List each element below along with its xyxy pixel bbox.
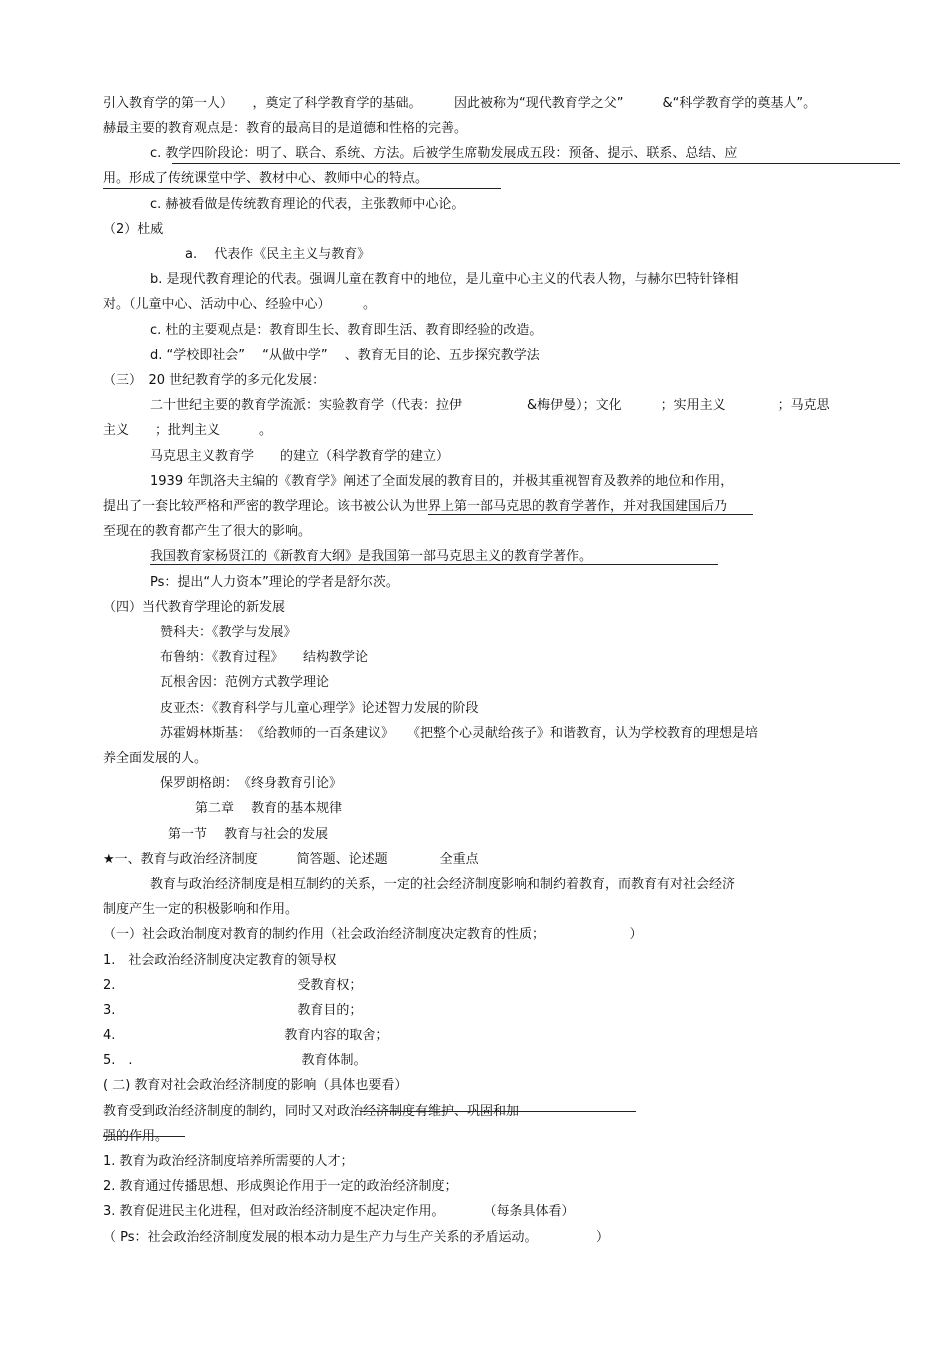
text-line: 瓦根舍因：范例方式教学理论 [160,675,330,690]
underline-rule [103,188,501,189]
text-line: 提出了一套比较严格和严密的教学理论。该书被公认为世界上第一部马克思的教育学著作，并对我国建国后乃 [103,499,728,514]
list-item: 5. . 教育体制。 [103,1053,367,1068]
text-line: 教育与政治经济制度是相互制约的关系，一定的社会经济制度影响和制约着教育，而教育有对社会经济 [150,877,736,892]
strike-rule [360,1111,636,1112]
text-line: c. 教学四阶段论：明了、联合、系统、方法。后被学生席勒发展成五段：预备、提示、联系、总结、应 [150,146,738,161]
text-line: Ps：提出“人力资本”理论的学者是舒尔茨。 [150,575,399,590]
text-line: 马克思主义教育学 的建立（科学教育学的建立） [150,449,450,464]
text-line: 主义 ；批判主义 。 [103,423,273,438]
text-line: 二十世纪主要的教育学流派：实验教育学（代表：拉伊 &梅伊曼）；文化 ；实用主义 ；马克思 [150,398,830,413]
underline-rule [172,163,900,164]
list-item: 2. 教育通过传播思想、形成舆论作用于一定的政治经济制度； [103,1179,458,1194]
text-line: 1939 年凯洛夫主编的《教育学》阐述了全面发展的教育目的，并极其重视智育及教养的地位和作用， [150,474,734,489]
section-heading: ( 二) 教育对社会政治经济制度的影响（具体也要看） [103,1078,408,1093]
text-line: 引入教育学的第一人） ，奠定了科学教育学的基础。 因此被称为“现代教育学之父” &“科学教育学的奠基人”。 [103,96,817,111]
text-line: 苏霍姆林斯基： 《给教师的一百条建议》 《把整个心灵献给孩子》和谐教育，认为学校教育的理想是培 [160,726,759,741]
list-item: 3. 教育促进民主化进程，但对政治经济制度不起决定作用。 （每条具体看） [103,1204,575,1219]
text-line: 至现在的教育都产生了很大的影响。 [103,524,312,539]
section-title: 第一节 教育与社会的发展 [168,827,329,842]
text-line: 布鲁纳：《教育过程》 结构教学论 [160,650,369,665]
list-item: 1. 教育为政治经济制度培养所需要的人才； [103,1154,354,1169]
list-item: 2. 受教育权； [103,978,363,993]
text-line: 制度产生一定的积极影响和作用。 [103,902,299,917]
list-item: 3. 教育目的； [103,1003,363,1018]
section-heading: （四）当代教育学理论的新发展 [103,600,286,615]
list-item: 4. 教育内容的取舍； [103,1028,389,1043]
text-line: b. 是现代教育理论的代表。强调儿童在教育中的地位，是儿童中心主义的代表人物，与赫尔巴特针锋相 [150,272,739,287]
text-line: c. 赫被看做是传统教育理论的代表，主张教师中心论。 [150,197,465,212]
section-heading: （2）杜威 [103,222,164,237]
text-line: a. 代表作《民主主义与教育》 [185,247,371,262]
text-line: d. “学校即社会” “从做中学” 、教育无目的论、五步探究教学法 [150,348,540,363]
strike-rule [103,1136,185,1137]
text-line: 赫最主要的教育观点是：教育的最高目的是道德和性格的完善。 [103,121,468,136]
text-line: c. 杜的主要观点是：教育即生长、教育即生活、教育即经验的改造。 [150,323,543,338]
underline-rule [150,564,718,565]
underline-rule [428,514,753,515]
list-item: 1. 社会政治经济制度决定教育的领导权 [103,953,337,968]
text-line: 养全面发展的人。 [103,751,208,766]
section-heading: （一）社会政治制度对教育的制约作用（社会政治经济制度决定教育的性质； ） [103,927,643,942]
text-line: 用。形成了传统课堂中学、教材中心、教师中心的特点。 [103,171,429,186]
text-line: 我国教育家杨贤江的《新教育大纲》是我国第一部马克思主义的教育学著作。 [150,549,593,564]
text-line: 强的作用。 [103,1129,169,1144]
note-line: （ Ps：社会政治经济制度发展的根本动力是生产力与生产关系的矛盾运动。 ） [103,1230,610,1245]
text-line: 对。（儿童中心、活动中心、经验中心） 。 [103,297,377,312]
text-line: 皮亚杰：《教育科学与儿童心理学》论述智力发展的阶段 [160,701,479,716]
section-heading: ★一、教育与政治经济制度 简答题、论述题 全重点 [103,852,479,867]
text-line: 教育受到政治经济制度的制约，同时又对政治经济制度有维护、巩固和加 [103,1104,520,1119]
text-line: 赞科夫：《教学与发展》 [160,625,297,640]
chapter-title: 第二章 教育的基本规律 [195,801,343,816]
text-line: 保罗朗格朗： 《终身教育引论》 [160,776,343,791]
section-heading: （三） 20 世纪教育学的多元化发展： [103,373,326,388]
